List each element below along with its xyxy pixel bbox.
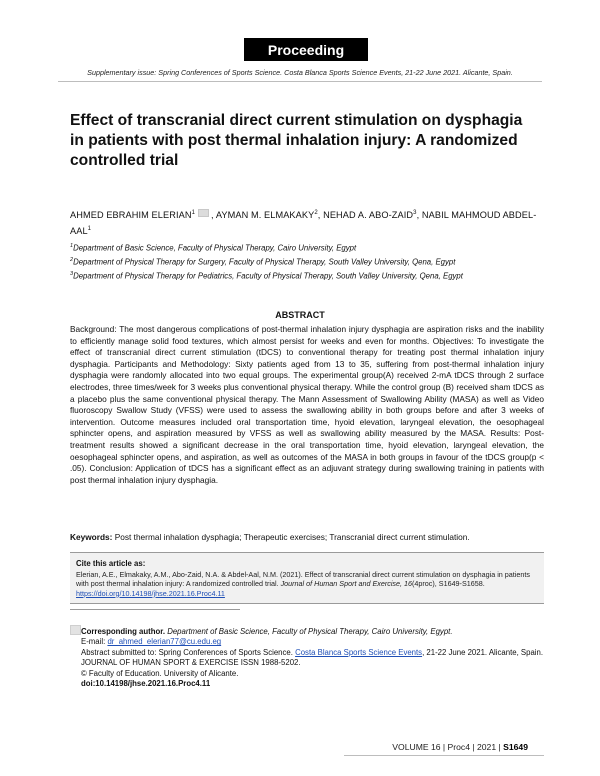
abstract-submitted-text: Abstract submitted to: Spring Conferences of Sports Science.	[81, 647, 293, 657]
citation-box	[70, 552, 544, 604]
author-affiliation-sup: 2	[314, 210, 318, 216]
citation-issue: (4proc), S1649-S1658.	[412, 579, 485, 589]
author-name: AYMAN M. ELMAKAKY	[215, 210, 315, 221]
author-name: NABIL MAHMOUD ABDEL-AAL	[70, 210, 537, 237]
affiliation-text: Department of Physical Therapy for Surgery, Faculty of Physical Therapy, South Valley University, Qena, Egypt	[73, 257, 456, 267]
abstract-submitted-line	[81, 648, 544, 658]
citation-heading: Cite this article as:	[76, 559, 146, 568]
affiliation-2	[70, 255, 540, 268]
author-name: AHMED EBRAHIM ELERIAN	[70, 210, 192, 221]
keywords-text: Post thermal inhalation dysphagia; Therapeutic exercises; Transcranial direct current stimulation.	[114, 532, 470, 542]
author-list: AHMED EBRAHIM ELERIAN$^1$ , AYMAN M. ELMAKAKY$^2$, NEHAD A. ABO-ZAID$^3$, NABIL MAHMOUD ABDEL-AAL$^1$	[70, 210, 537, 237]
lock-icon	[70, 625, 81, 635]
author-name: NEHAD A. ABO-ZAID	[323, 210, 414, 221]
email-link[interactable]: dr_ahmed_elerian77@cu.edu.eg	[107, 637, 222, 647]
abstract-body	[70, 324, 544, 486]
events-tail: , 21-22 June 2021. Alicante, Spain.	[422, 647, 544, 657]
journal-issn-line: JOURNAL OF HUMAN SPORT & EXERCISE ISSN 1988-5202.	[81, 658, 301, 668]
proceeding-banner: Proceeding	[244, 38, 368, 61]
affiliation-sup: 2	[70, 257, 74, 263]
keywords	[70, 532, 544, 543]
email-icon[interactable]	[198, 209, 209, 217]
affiliation-sup: 1	[70, 243, 74, 249]
citation-doi-link[interactable]: https://doi.org/10.14198/jhse.2021.16.Proc4.11	[76, 588, 225, 598]
author-affiliation-sup: 3	[413, 210, 417, 216]
article-title: Effect of transcranial direct current stimulation on dysphagia in patients with post thermal inhalation injury: A randomized controlled trial	[70, 112, 523, 169]
email-line	[81, 637, 544, 647]
affiliation-sup: 3	[70, 271, 74, 277]
events-link[interactable]: Costa Blanca Sports Science Events	[295, 647, 423, 657]
doi-line	[81, 679, 544, 689]
abstract-heading: ABSTRACT	[275, 310, 325, 320]
citation-text	[76, 570, 538, 598]
corresponding-text: Department of Basic Science, Faculty of Physical Therapy, Cairo University, Egypt.	[167, 627, 453, 636]
affiliation-1	[70, 241, 540, 254]
footer-page-number: S1649	[503, 742, 528, 752]
footer-divider	[344, 755, 544, 756]
keywords-label: Keywords:	[70, 532, 113, 542]
footnote-divider	[70, 609, 240, 610]
author-affiliation-sup: 1	[87, 226, 92, 233]
corresponding-label: Corresponding author.	[81, 627, 166, 636]
citation-journal: Journal of Human Sport and Exercise, 16	[280, 579, 413, 589]
footer-volume: VOLUME 16 | Proc4 | 2021 |	[392, 742, 501, 752]
abstract-text: Background: The most dangerous complications of post-thermal inhalation injury dysphagia are aspiration risks and the inability to efficiently manage solid food textures, which almost persist for weeks and even for months. Objectives: To investigate the effect of transcranial direct current stimulation (tDCS) to conventional therapy for treating post thermal inhalation injury dysphagia. Participants and Methodology: Sixty patients aged from 13 to 35, suffering from post-thermal inhalation injury dysphagia were randomly allocated into two equal groups. The experimental group(A) received 2-mA tDCS through 2 surface electrodes, three times/week for 3 weeks plus conventional physical therapy. While the control group (B) received sham tDCS as a placebo plus the same conventional physical therapy. The Mann Assessment of Swallowing Ability (MASA) as well as Video fluoroscopy Swallow Study (VFSS) were used to assess the swallowing ability in both groups before and after 3 weeks of intervention. Outcome measures included oral transportation time, hyoid elevation, laryngeal elevation, the oesophageal sphincter opens, and aspiration measured by VFSS as well as swallowing ability measured by the MASA. Results: Post-treatment results showed a significant decrease in the oral transportation time, hyoid elevation, laryngeal elevation, the oesophageal sphincter opens, and aspiration, as well as outcomes of the MASA in both groups in favour of the tDCS group(p < .05). Conclusion: Application of tDCS has a significant effect as an adjuvant strategy during swallowing training in patients with post thermal inhalation injury dysphagia.	[70, 324, 544, 485]
corresponding-author	[81, 627, 544, 637]
affiliation-text: Department of Basic Science, Faculty of Physical Therapy, Cairo University, Egypt	[73, 243, 357, 253]
citation-reference: Elerian, A.E., Elmakaky, A.M., Abo-Zaid, N.A. & Abdel-Aal, N.M. (2021). Effect of transcranial direct current stimulation on dysphagia in patients with post thermal inhalation injury: A randomized controlled trial.	[76, 570, 530, 589]
copyright-line: © Faculty of Education. University of Alicante.	[81, 668, 239, 678]
page-footer	[392, 742, 528, 752]
footnote	[81, 627, 544, 689]
affiliation-3	[70, 269, 540, 282]
doi-text: doi:10.14198/jhse.2021.16.Proc4.11	[81, 679, 211, 689]
affiliation-text: Department of Physical Therapy for Pediatrics, Faculty of Physical Therapy, South Valley University, Qena, Egypt	[73, 271, 463, 281]
supplementary-issue-line: Supplementary issue: Spring Conferences of Sports Science. Costa Blanca Sports Science Events, 21-22 June 2021. Alicante, Spain.	[87, 68, 513, 77]
header-divider	[58, 81, 542, 82]
email-label: E-mail:	[81, 637, 106, 647]
author-affiliation-sup: 1	[191, 210, 195, 216]
